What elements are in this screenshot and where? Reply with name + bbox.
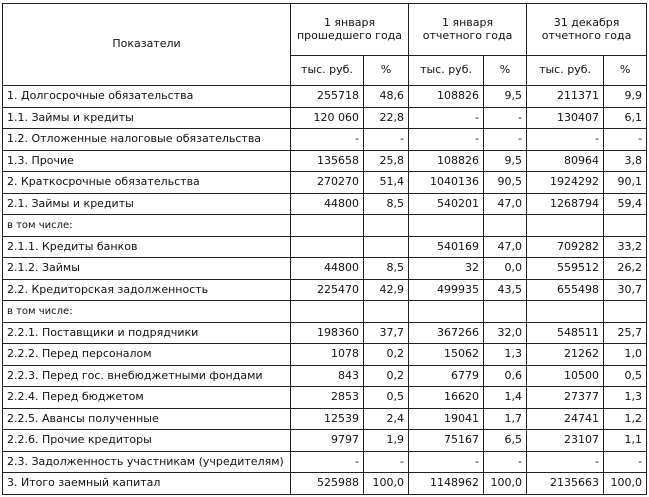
table-row <box>3 215 647 237</box>
header-period-report-end <box>527 4 647 56</box>
cell-amount: 367266 <box>409 322 484 344</box>
table-row <box>3 86 647 108</box>
cell-percent: 9,9 <box>604 86 647 108</box>
cell-amount: 499935 <box>409 279 484 301</box>
cell-percent <box>364 215 409 237</box>
header-unit-percent: % <box>484 56 527 86</box>
cell-percent: 47,0 <box>484 236 527 258</box>
cell-percent: 30,7 <box>604 279 647 301</box>
cell-percent: - <box>484 451 527 473</box>
cell-percent: 8,5 <box>364 193 409 215</box>
cell-amount: 21262 <box>527 344 604 366</box>
cell-percent: 0,6 <box>484 365 527 387</box>
cell-percent: 100,0 <box>484 473 527 495</box>
row-label: 2.3. Задолженность участникам (учредителям) <box>3 451 291 473</box>
cell-amount: 108826 <box>409 150 484 172</box>
cell-percent: 51,4 <box>364 172 409 194</box>
cell-percent <box>484 215 527 237</box>
table-row <box>3 473 647 495</box>
liabilities-table <box>2 3 647 495</box>
cell-amount: 15062 <box>409 344 484 366</box>
row-label: 2.1.1. Кредиты банков <box>3 236 291 258</box>
cell-amount: 655498 <box>527 279 604 301</box>
cell-amount: 32 <box>409 258 484 280</box>
row-label: 2.1. Займы и кредиты <box>3 193 291 215</box>
table-row <box>3 258 647 280</box>
cell-percent: - <box>484 129 527 151</box>
cell-percent: 90,5 <box>484 172 527 194</box>
row-label: 1.3. Прочие <box>3 150 291 172</box>
cell-amount: 540169 <box>409 236 484 258</box>
table-row <box>3 408 647 430</box>
row-label: 2.2.4. Перед бюджетом <box>3 387 291 409</box>
row-label: 1.2. Отложенные налоговые обязательства <box>3 129 291 151</box>
header-indicators: Показатели <box>3 4 291 86</box>
cell-percent: 0,5 <box>364 387 409 409</box>
header-period-report-end-date: 31 декабря <box>553 16 620 30</box>
cell-amount: 130407 <box>527 107 604 129</box>
cell-percent: 48,6 <box>364 86 409 108</box>
cell-amount: - <box>291 129 364 151</box>
cell-percent: 1,3 <box>604 387 647 409</box>
cell-amount: 27377 <box>527 387 604 409</box>
cell-percent <box>484 301 527 323</box>
cell-percent: 0,2 <box>364 344 409 366</box>
cell-amount: 2853 <box>291 387 364 409</box>
row-label: 2.2.2. Перед персоналом <box>3 344 291 366</box>
cell-percent: 59,4 <box>604 193 647 215</box>
header-period-prev-year <box>291 4 409 56</box>
cell-percent: 33,2 <box>604 236 647 258</box>
cell-amount: 2135663 <box>527 473 604 495</box>
cell-amount <box>527 215 604 237</box>
header-period-report-start-date: 1 января <box>441 16 494 30</box>
header-period-report-start-desc: отчетного года <box>422 28 513 42</box>
cell-percent: 100,0 <box>364 473 409 495</box>
cell-amount: - <box>527 129 604 151</box>
cell-percent: 26,2 <box>604 258 647 280</box>
cell-percent <box>604 215 647 237</box>
cell-amount: 255718 <box>291 86 364 108</box>
cell-amount: 12539 <box>291 408 364 430</box>
cell-amount: 24741 <box>527 408 604 430</box>
cell-amount: 19041 <box>409 408 484 430</box>
header-unit-percent: % <box>604 56 647 86</box>
cell-amount: 225470 <box>291 279 364 301</box>
table-row <box>3 129 647 151</box>
cell-amount: - <box>291 451 364 473</box>
table-row <box>3 322 647 344</box>
cell-percent: - <box>364 129 409 151</box>
header-period-report-end-desc: отчетного года <box>541 28 632 42</box>
cell-amount: 1078 <box>291 344 364 366</box>
cell-percent: 25,8 <box>364 150 409 172</box>
header-period-prev-year-date: 1 января <box>323 16 376 30</box>
cell-percent: 2,4 <box>364 408 409 430</box>
cell-percent: 1,3 <box>484 344 527 366</box>
row-label: 2.1.2. Займы <box>3 258 291 280</box>
cell-amount: 1148962 <box>409 473 484 495</box>
cell-amount: 559512 <box>527 258 604 280</box>
header-unit-thousand-rub: тыс. руб. <box>527 56 604 86</box>
cell-percent: 47,0 <box>484 193 527 215</box>
row-label: 2.2. Кредиторская задолженность <box>3 279 291 301</box>
cell-percent: 100,0 <box>604 473 647 495</box>
cell-percent: 90,1 <box>604 172 647 194</box>
cell-percent: 1,7 <box>484 408 527 430</box>
table-row <box>3 301 647 323</box>
cell-percent: 9,5 <box>484 86 527 108</box>
cell-amount <box>527 301 604 323</box>
table-row <box>3 365 647 387</box>
cell-amount: - <box>409 129 484 151</box>
header-row-periods <box>3 4 647 56</box>
cell-percent: 3,8 <box>604 150 647 172</box>
cell-percent: - <box>484 107 527 129</box>
cell-amount: 211371 <box>527 86 604 108</box>
cell-amount: 135658 <box>291 150 364 172</box>
table-row <box>3 150 647 172</box>
header-period-prev-year-desc: прошедшего года <box>296 28 403 42</box>
cell-percent: - <box>604 129 647 151</box>
row-label: 2.2.5. Авансы полученные <box>3 408 291 430</box>
table-row <box>3 430 647 452</box>
cell-percent <box>604 301 647 323</box>
row-label: 2.2.3. Перед гос. внебюджетными фондами <box>3 365 291 387</box>
cell-amount <box>409 301 484 323</box>
table-body <box>3 86 647 495</box>
cell-amount <box>409 215 484 237</box>
cell-percent: - <box>604 451 647 473</box>
cell-percent: 32,0 <box>484 322 527 344</box>
table-row <box>3 451 647 473</box>
cell-percent: 22,8 <box>364 107 409 129</box>
cell-percent: 1,9 <box>364 430 409 452</box>
cell-amount: 548511 <box>527 322 604 344</box>
cell-amount: 108826 <box>409 86 484 108</box>
cell-percent: 9,5 <box>484 150 527 172</box>
cell-amount: 1268794 <box>527 193 604 215</box>
cell-amount: 198360 <box>291 322 364 344</box>
cell-amount: 44800 <box>291 193 364 215</box>
cell-percent: 25,7 <box>604 322 647 344</box>
cell-amount: 6779 <box>409 365 484 387</box>
table-row <box>3 172 647 194</box>
cell-percent: - <box>364 451 409 473</box>
table-row <box>3 236 647 258</box>
cell-percent: 42,9 <box>364 279 409 301</box>
cell-percent: 0,0 <box>484 258 527 280</box>
table-row <box>3 193 647 215</box>
cell-amount <box>291 301 364 323</box>
row-label: в том числе: <box>3 215 291 237</box>
cell-percent: 37,7 <box>364 322 409 344</box>
cell-amount: 120 060 <box>291 107 364 129</box>
table-row <box>3 107 647 129</box>
cell-amount: 540201 <box>409 193 484 215</box>
cell-amount: 10500 <box>527 365 604 387</box>
cell-amount: 270270 <box>291 172 364 194</box>
header-period-report-start <box>409 4 527 56</box>
cell-percent: 0,5 <box>604 365 647 387</box>
cell-amount <box>291 236 364 258</box>
cell-amount: 1924292 <box>527 172 604 194</box>
cell-percent: 1,4 <box>484 387 527 409</box>
cell-amount: 75167 <box>409 430 484 452</box>
cell-amount: 9797 <box>291 430 364 452</box>
row-label: 2.2.1. Поставщики и подрядчики <box>3 322 291 344</box>
cell-percent <box>364 236 409 258</box>
table-row <box>3 344 647 366</box>
cell-amount: 80964 <box>527 150 604 172</box>
cell-amount: 1040136 <box>409 172 484 194</box>
cell-percent <box>364 301 409 323</box>
row-label: 1.1. Займы и кредиты <box>3 107 291 129</box>
cell-amount: - <box>409 107 484 129</box>
cell-amount: - <box>527 451 604 473</box>
cell-percent: 1,2 <box>604 408 647 430</box>
cell-amount <box>291 215 364 237</box>
header-unit-thousand-rub: тыс. руб. <box>291 56 364 86</box>
table-row <box>3 279 647 301</box>
header-unit-thousand-rub: тыс. руб. <box>409 56 484 86</box>
row-label: 3. Итого заемный капитал <box>3 473 291 495</box>
cell-amount: - <box>409 451 484 473</box>
cell-percent: 43,5 <box>484 279 527 301</box>
cell-amount: 44800 <box>291 258 364 280</box>
row-label: 1. Долгосрочные обязательства <box>3 86 291 108</box>
cell-percent: 0,2 <box>364 365 409 387</box>
cell-percent: 1,0 <box>604 344 647 366</box>
cell-percent: 6,5 <box>484 430 527 452</box>
table-row <box>3 387 647 409</box>
cell-percent: 6,1 <box>604 107 647 129</box>
cell-amount: 16620 <box>409 387 484 409</box>
cell-amount: 709282 <box>527 236 604 258</box>
cell-amount: 23107 <box>527 430 604 452</box>
cell-percent: 8,5 <box>364 258 409 280</box>
cell-amount: 525988 <box>291 473 364 495</box>
row-label: 2. Краткосрочные обязательства <box>3 172 291 194</box>
header-unit-percent: % <box>364 56 409 86</box>
cell-amount: 843 <box>291 365 364 387</box>
row-label: в том числе: <box>3 301 291 323</box>
cell-percent: 1,1 <box>604 430 647 452</box>
row-label: 2.2.6. Прочие кредиторы <box>3 430 291 452</box>
